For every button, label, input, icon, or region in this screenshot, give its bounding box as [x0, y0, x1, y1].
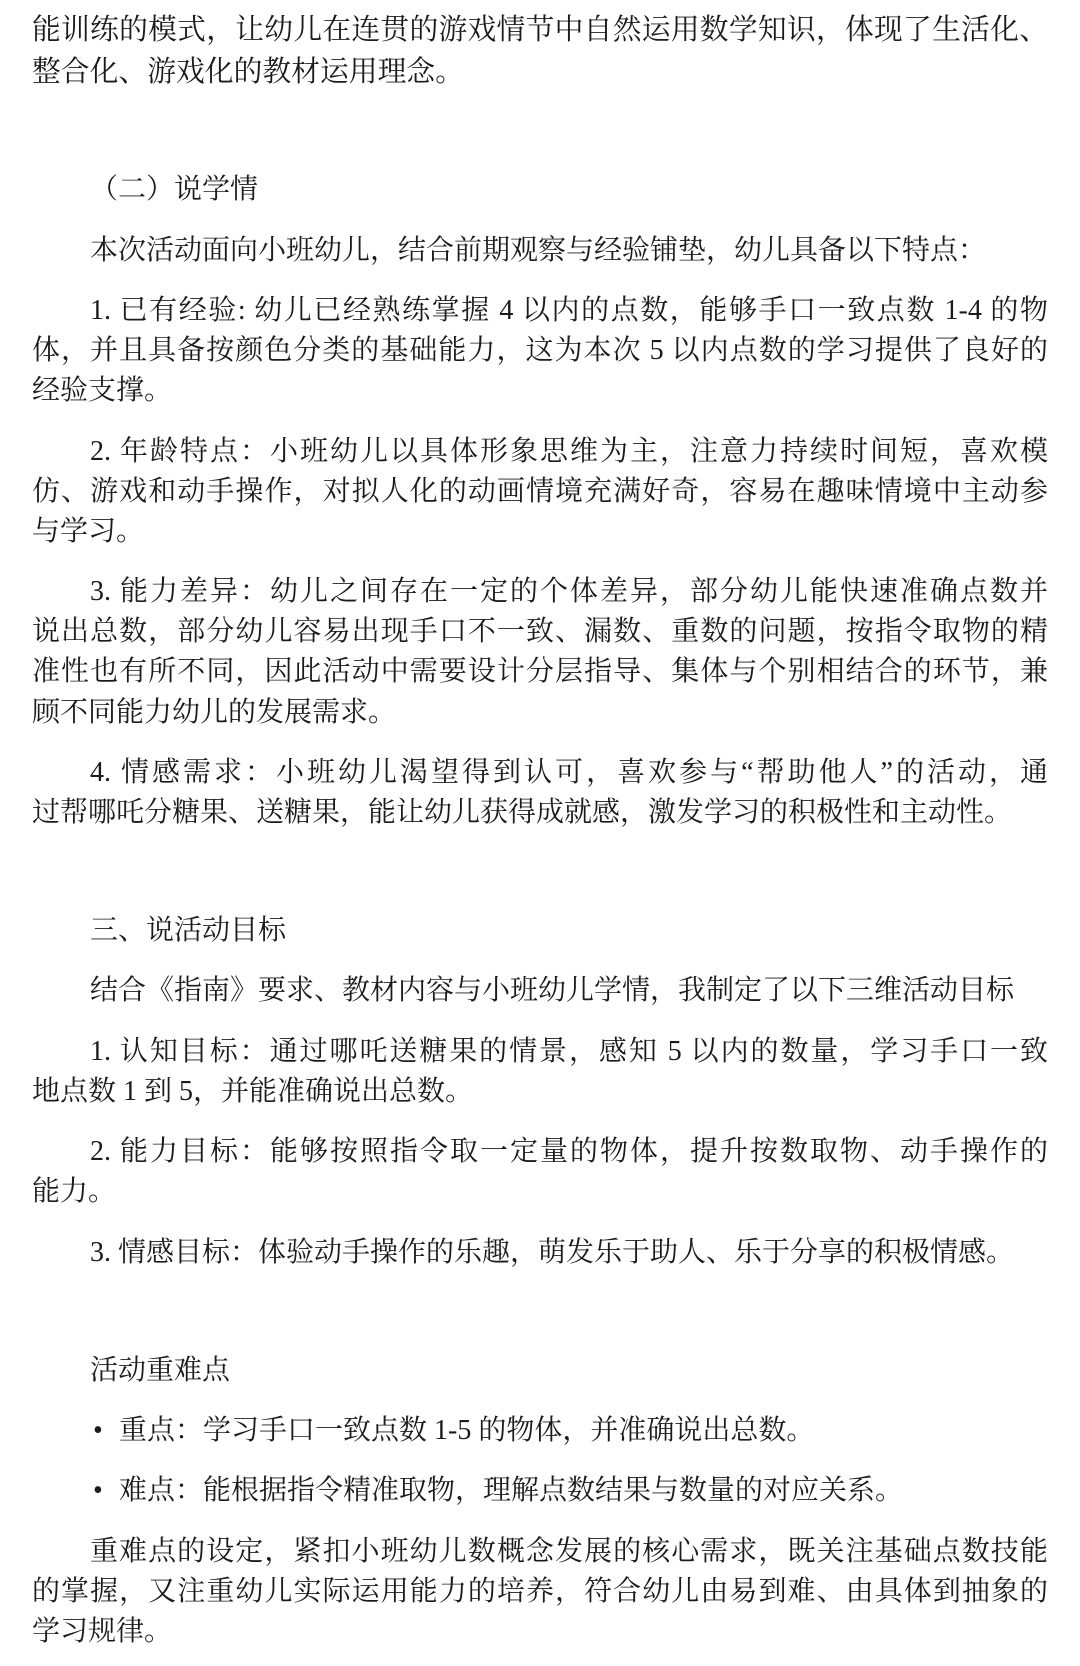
learning-situation-lead: 本次活动面向小班幼儿，结合前期观察与经验铺垫，幼儿具备以下特点： — [90, 234, 987, 266]
key-point-text: 难点：能根据指令精准取物，理解点数结果与数量的对应关系。 — [119, 1475, 904, 1507]
bullet-icon: • — [93, 1475, 103, 1507]
paragraph-line: 能力。 — [32, 1176, 117, 1208]
section-heading-key-points: 活动重难点 — [90, 1354, 231, 1386]
paragraph-line: 学习规律。 — [32, 1615, 173, 1647]
paragraph-line: 2. 年龄特点：小班幼儿以具体形象思维为主，注意力持续时间短，喜欢模 — [90, 435, 1048, 467]
paragraph-line: 顾不同能力幼儿的发展需求。 — [32, 696, 397, 728]
learner-trait-item — [32, 432, 1048, 552]
intro-paragraph — [32, 9, 1048, 93]
paragraph-line: 重难点的设定，紧扣小班幼儿数概念发展的核心需求，既关注基础点数技能 — [90, 1535, 1048, 1567]
paragraph-line: 经验支撑。 — [32, 375, 173, 407]
paragraph-line: 3. 能力差异：幼儿之间存在一定的个体差异，部分幼儿能快速准确点数并 — [90, 576, 1048, 608]
paragraph-line: 整合化、游戏化的教材运用理念。 — [32, 55, 464, 88]
paragraph-line: 体，并且具备按颜色分类的基础能力，这为本次 5 以内点数的学习提供了良好的 — [32, 335, 1048, 367]
paragraph-line: 说出总数，部分幼儿容易出现手口不一致、漏数、重数的问题，按指令取物的精 — [32, 616, 1048, 648]
paragraph-line: 4. 情感需求：小班幼儿渴望得到认可，喜欢参与“帮助他人”的活动，通 — [90, 756, 1048, 788]
paragraph-line: 能训练的模式，让幼儿在连贯的游戏情节中自然运用数学知识，体现了生活化、 — [32, 13, 1048, 46]
key-point-text: 重点：学习手口一致点数 1-5 的物体，并准确说出总数。 — [119, 1414, 815, 1446]
key-point-item — [32, 1471, 1048, 1511]
paragraph-line: 地点数 1 到 5，并能准确说出总数。 — [32, 1075, 474, 1107]
learner-trait-item — [32, 572, 1048, 732]
objective-item — [32, 1132, 1048, 1212]
objectives-lead: 结合《指南》要求、教材内容与小班幼儿学情，我制定了以下三维活动目标 — [90, 975, 1015, 1007]
paragraph-line: 仿、游戏和动手操作，对拟人化的动画情境充满好奇，容易在趣味情境中主动参 — [32, 475, 1048, 507]
learner-trait-item — [32, 753, 1048, 833]
paragraph-line: 过帮哪吒分糖果、送糖果，能让幼儿获得成就感，激发学习的积极性和主动性。 — [32, 797, 1013, 828]
objective-item — [32, 1032, 1048, 1112]
bullet-icon: • — [93, 1414, 103, 1446]
learner-trait-item — [32, 291, 1048, 411]
paragraph-line: 准性也有所不同，因此活动中需要设计分层指导、集体与个别相结合的环节，兼 — [32, 656, 1048, 688]
key-point-item — [32, 1411, 1048, 1451]
paragraph-line: 3. 情感目标：体验动手操作的乐趣，萌发乐于助人、乐于分享的积极情感。 — [90, 1236, 1015, 1268]
paragraph-line: 1. 认知目标：通过哪吒送糖果的情景，感知 5 以内的数量，学习手口一致 — [90, 1035, 1048, 1067]
paragraph-line: 1. 已有经验: 幼儿已经熟练掌握 4 以内的点数，能够手口一致点数 1-4 的物 — [90, 295, 1048, 327]
paragraph-line: 的掌握，又注重幼儿实际运用能力的培养，符合幼儿由易到难、由具体到抽象的 — [32, 1575, 1048, 1607]
objective-item — [32, 1233, 1048, 1273]
section-heading-learning-situation: （二）说学情 — [90, 174, 259, 206]
paragraph-line: 2. 能力目标：能够按照指令取一定量的物体，提升按数取物、动手操作的 — [90, 1136, 1048, 1168]
document-page — [32, 9, 1048, 1652]
paragraph-line: 与学习。 — [32, 515, 145, 547]
key-points-summary — [32, 1532, 1048, 1652]
section-heading-objectives: 三、说活动目标 — [90, 914, 287, 946]
